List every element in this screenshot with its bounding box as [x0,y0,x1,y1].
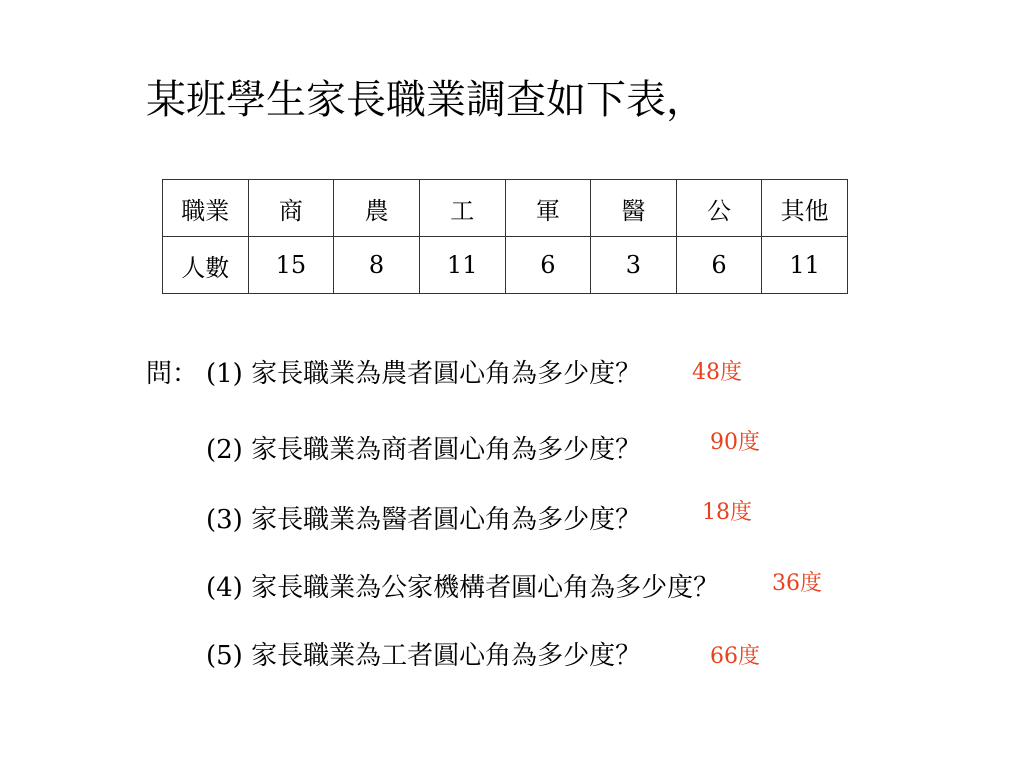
question-3: (3) 家長職業為醫者圓心角為多少度？ [206,505,642,535]
answer-4: 36度 [772,571,822,596]
questions-label: 問： [146,359,199,389]
page-title: 某班學生家長職業調查如下表， [146,77,706,123]
occupation-cell: 其他 [762,180,848,237]
occupation-table [162,179,848,294]
count-cell: 11 [762,237,848,294]
question-5: (5) 家長職業為工者圓心角為多少度？ [206,641,642,671]
count-cell: 3 [591,237,677,294]
table-header-cell: 職業 [163,180,249,237]
answer-1: 48度 [692,360,742,385]
question-4: (4) 家長職業為公家機構者圓心角為多少度？ [206,573,720,603]
occupation-cell: 工 [419,180,505,237]
table-row-occupation [163,180,848,237]
answer-3: 18度 [702,500,752,525]
count-cell: 11 [419,237,505,294]
count-cell: 15 [248,237,334,294]
count-cell: 8 [334,237,420,294]
count-cell: 6 [676,237,762,294]
table-row-count [163,237,848,294]
occupation-cell: 公 [676,180,762,237]
question-1: (1) 家長職業為農者圓心角為多少度？ [206,359,642,389]
count-cell: 6 [505,237,591,294]
table-header-cell: 人數 [163,237,249,294]
occupation-cell: 農 [334,180,420,237]
answer-2: 90度 [710,430,760,455]
occupation-cell: 醫 [591,180,677,237]
question-2: (2) 家長職業為商者圓心角為多少度？ [206,435,642,465]
answer-5: 66度 [710,644,760,669]
occupation-cell: 軍 [505,180,591,237]
occupation-cell: 商 [248,180,334,237]
